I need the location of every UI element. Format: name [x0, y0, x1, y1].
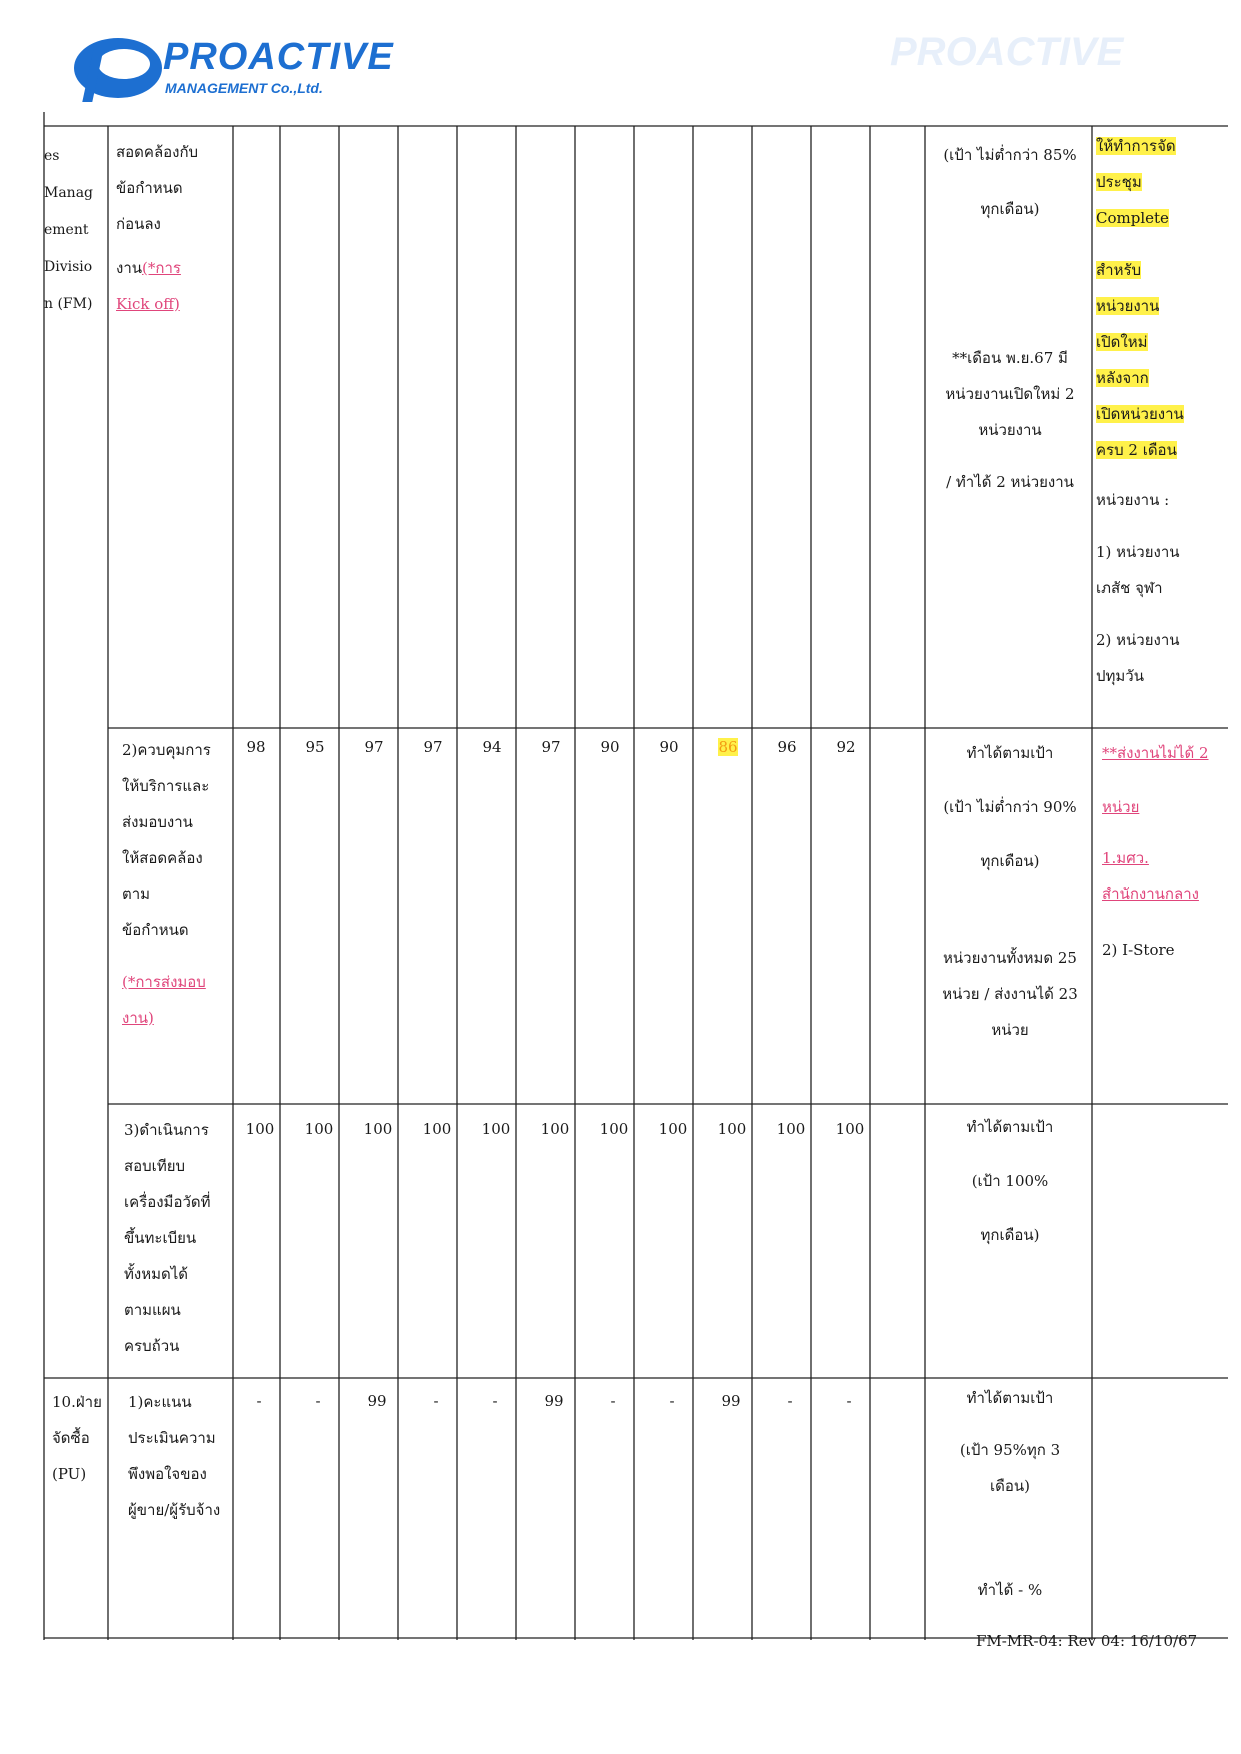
row4-value: - — [846, 1392, 852, 1410]
row3-value: 100 — [835, 1120, 865, 1138]
result-line: (เป้า ไม่ต่ำกว่า 90% — [943, 798, 1077, 816]
row2-value: 92 — [836, 738, 856, 756]
row3-value: 100 — [540, 1120, 570, 1138]
remark-line: สำนักงานกลาง — [1102, 885, 1199, 903]
row4-value: - — [669, 1392, 675, 1410]
delivery-link: งาน) — [122, 1009, 154, 1027]
remark-line: ปทุมวัน — [1096, 667, 1144, 685]
topic-line: งาน — [116, 259, 143, 277]
row4-topic — [128, 1384, 232, 1528]
kickoff-link: (*การ — [142, 259, 181, 277]
row2-value: 94 — [482, 738, 502, 756]
row3-value: 100 — [599, 1120, 629, 1138]
row4-value: - — [492, 1392, 498, 1410]
ghost-watermark-logo: PROACTIVE — [890, 30, 1124, 74]
row4-value: - — [256, 1392, 262, 1410]
topic-line: ส่งมอบงาน — [122, 813, 193, 831]
result-line: ทุกเดือน) — [980, 200, 1040, 218]
topic-line: 3)ดำเนินการ — [124, 1121, 209, 1139]
result-line: หน่วยงาน — [978, 421, 1042, 439]
row3-topic — [124, 1112, 232, 1364]
result-line: / ทำได้ 2 หน่วยงาน — [946, 473, 1074, 491]
row1-result — [930, 128, 1090, 236]
row2-value: 96 — [777, 738, 797, 756]
result-line: ทุกเดือน) — [980, 1226, 1040, 1244]
result-line: ทุกเดือน) — [980, 852, 1040, 870]
row4-value: - — [433, 1392, 439, 1410]
dept-pu-line: 10.ฝ่าย — [52, 1393, 102, 1411]
result-line: (เป้า 95%ทุก 3 — [959, 1441, 1061, 1459]
document-code: FM-MR-04: Rev 04: 16/10/67 — [976, 1632, 1198, 1650]
result-line: ทำได้ตามเป้า — [966, 744, 1054, 762]
result-line: หน่วยงานเปิดใหม่ 2 — [945, 385, 1075, 403]
dept-fm-line: Manag — [44, 185, 94, 201]
result-line: หน่วยงานทั้งหมด 25 — [943, 949, 1077, 967]
row3-value: 100 — [481, 1120, 511, 1138]
topic-line: ข้อกำหนด — [116, 179, 183, 197]
row3-value: 100 — [363, 1120, 393, 1138]
row4-value: - — [787, 1392, 793, 1410]
topic-line: ทั้งหมดได้ — [124, 1265, 189, 1283]
remark-line: 1.มศว. — [1102, 849, 1149, 867]
row3-value: 100 — [717, 1120, 747, 1138]
remark-line: หน่วยงาน : — [1096, 491, 1170, 509]
result-line: (เป้า ไม่ต่ำกว่า 85% — [943, 146, 1077, 164]
remark-line: 2) หน่วยงาน — [1096, 631, 1180, 649]
row4-value: 99 — [544, 1392, 564, 1410]
row2-value-highlighted: 86 — [718, 738, 738, 756]
row2-value: 97 — [364, 738, 384, 756]
row2-value: 90 — [600, 738, 620, 756]
remark-line: เปิดหน่วยงาน — [1096, 405, 1184, 423]
remark-line: เภสัช จุฬา — [1096, 579, 1163, 597]
row4-value: 99 — [721, 1392, 741, 1410]
result-line: ทำได้ - % — [977, 1581, 1043, 1599]
row2-note — [930, 940, 1090, 1048]
dept-pu-line: (PU) — [52, 1465, 87, 1483]
row2-topic — [122, 732, 232, 1036]
row3-value: 100 — [245, 1120, 275, 1138]
topic-line: ครบถ้วน — [124, 1337, 180, 1355]
topic-line: ตาม — [122, 885, 151, 903]
row3-value: 100 — [658, 1120, 688, 1138]
topic-line: ให้บริการและ — [122, 777, 210, 795]
topic-line: 2)ควบคุมการ — [122, 741, 211, 759]
remark-line: **ส่งงานไม่ได้ 2 — [1102, 744, 1209, 762]
topic-line: 1)คะแนน — [128, 1393, 192, 1411]
topic-line: ผู้ขาย/ผู้รับจ้าง — [128, 1501, 221, 1519]
topic-line: เครื่องมือวัดที่ — [124, 1193, 211, 1211]
result-line: หน่วย — [991, 1021, 1029, 1039]
result-line: ทำได้ตามเป้า — [966, 1389, 1054, 1407]
topic-line: สอดคล้องกับ — [116, 143, 199, 161]
row4-value: - — [610, 1392, 616, 1410]
row2-value: 98 — [246, 738, 266, 756]
topic-line: สอบเทียบ — [124, 1157, 186, 1175]
row3-result — [930, 1100, 1090, 1262]
result-line: หน่วย / ส่งงานได้ 23 — [942, 985, 1078, 1003]
row2-value: 95 — [305, 738, 325, 756]
topic-line: พึงพอใจของ — [128, 1465, 207, 1483]
row1-topic — [116, 134, 231, 322]
result-line: **เดือน พ.ย.67 มี — [952, 349, 1068, 367]
dept-fm-line: ement — [44, 222, 89, 238]
remark-line: ครบ 2 เดือน — [1096, 441, 1177, 459]
result-line: (เป้า 100% — [971, 1172, 1049, 1190]
remark-line: หลังจาก — [1096, 369, 1149, 387]
remark-line: 1) หน่วยงาน — [1096, 543, 1180, 561]
row3-value: 100 — [422, 1120, 452, 1138]
remark-line: หน่วย — [1102, 798, 1140, 816]
result-line: เดือน) — [990, 1477, 1030, 1495]
row2-value: 90 — [659, 738, 679, 756]
row3-value: 100 — [776, 1120, 806, 1138]
remark-line: เปิดใหม่ — [1096, 333, 1148, 351]
row4-value: 99 — [367, 1392, 387, 1410]
logo-line1: PROACTIVE — [163, 36, 394, 78]
row1-note — [930, 340, 1090, 500]
remark-line: สำหรับ — [1096, 261, 1142, 279]
dept-pu-line: จัดซื้อ — [52, 1429, 90, 1447]
topic-line: ตามแผน — [124, 1301, 181, 1319]
topic-line: ขึ้นทะเบียน — [124, 1229, 197, 1247]
remark-line: ให้ทำการจัด — [1096, 137, 1176, 155]
row2-value: 97 — [541, 738, 561, 756]
topic-line: ให้สอดคล้อง — [122, 849, 203, 867]
topic-line: ข้อกำหนด — [122, 921, 189, 939]
row4-result — [930, 1380, 1090, 1608]
remark-line: Complete — [1096, 209, 1169, 227]
topic-line: ประเมินความ — [128, 1429, 216, 1447]
dept-fm-line: Divisio — [44, 259, 93, 275]
remark-line: 2) I-Store — [1102, 941, 1175, 959]
row3-value: 100 — [304, 1120, 334, 1138]
row1-remark — [1096, 128, 1226, 694]
dept-fm-line: n (FM) — [44, 296, 93, 312]
logo-line2: MANAGEMENT Co.,Ltd. — [165, 80, 323, 96]
row2-value: 97 — [423, 738, 443, 756]
remark-line: หน่วยงาน — [1096, 297, 1160, 315]
row2-remark — [1102, 726, 1228, 968]
result-line: ทำได้ตามเป้า — [966, 1118, 1054, 1136]
row2-result — [930, 726, 1090, 888]
remark-line: ประชุม — [1096, 173, 1142, 191]
delivery-link: (*การส่งมอบ — [122, 973, 206, 991]
topic-line: ก่อนลง — [116, 215, 161, 233]
dept-pu — [52, 1384, 108, 1492]
row4-value: - — [315, 1392, 321, 1410]
dept-fm — [44, 138, 108, 323]
dept-fm-line: es — [44, 148, 60, 164]
kickoff-link: Kick off) — [116, 295, 180, 313]
